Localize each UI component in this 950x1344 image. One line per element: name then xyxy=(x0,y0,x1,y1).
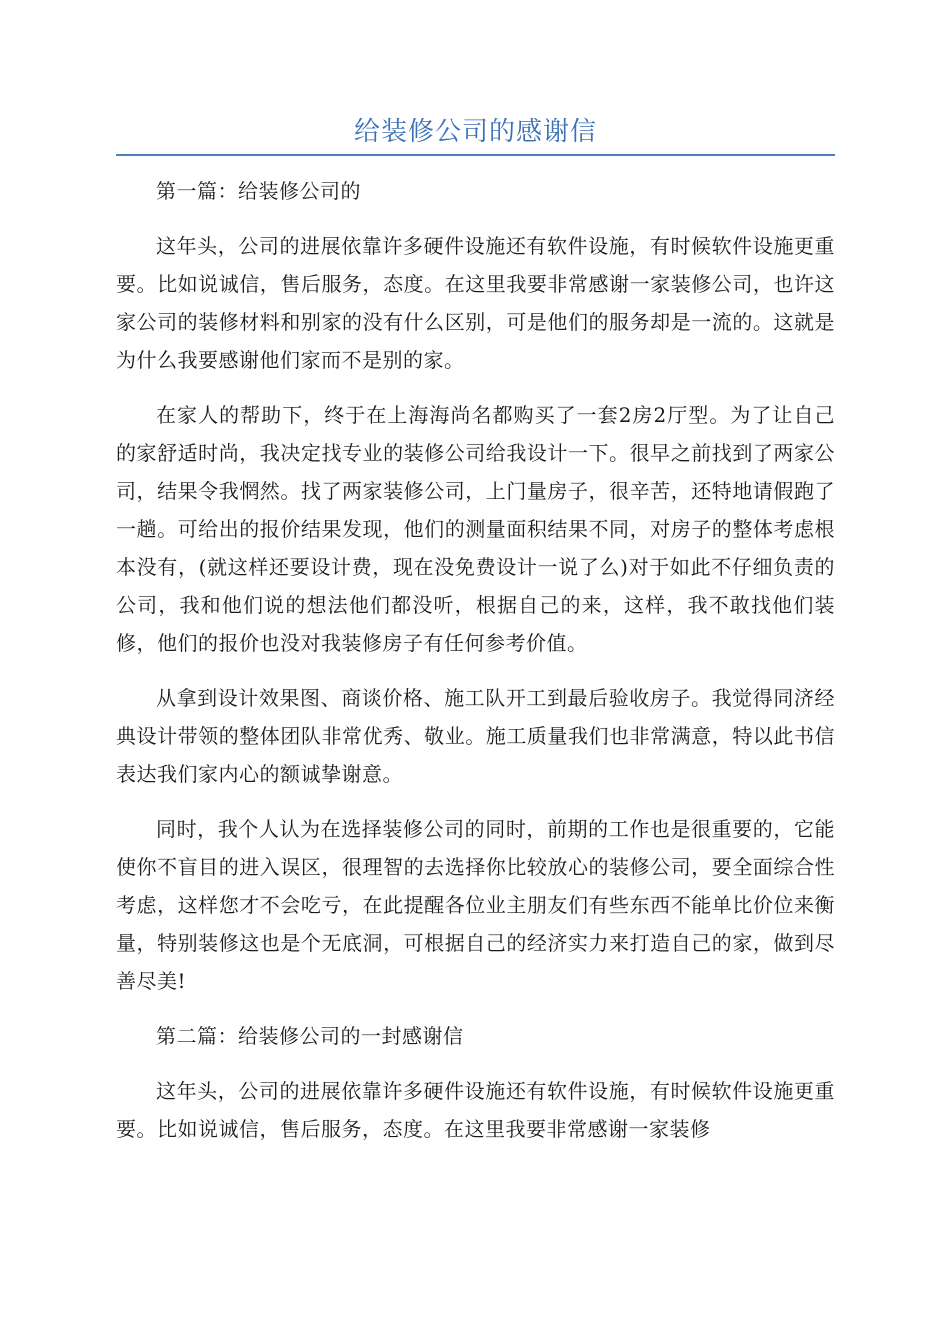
section-heading-2: 第二篇：给装修公司的一封感谢信 xyxy=(156,1024,464,1048)
paragraph: 这年头，公司的进展依靠许多硬件设施还有软件设施，有时候软件设施更重要。比如说诚信，售后服务，态度。在这里我要非常感谢一家装修 xyxy=(116,1079,835,1141)
document-title: 给装修公司的感谢信 xyxy=(353,117,597,147)
paragraph: 从拿到设计效果图、商谈价格、施工队开工到最后验收房子。我觉得同济经典设计带领的整体团队非常优秀、敬业。施工质量我们也非常满意，特以此书信表达我们家内心的额诚挚谢意。 xyxy=(116,686,835,786)
paragraph: 在家人的帮助下，终于在上海海尚名都购买了一套2房2厅型。为了让自己的家舒适时尚，我决定找专业的装修公司给我设计一下。很早之前找到了两家公司，结果令我惘然。找了两家装修公司，上门量房子，很辛苦，还特地请假跑了一趟。可给出的报价结果发现，他们的测量面积结果不同，对房子的整体考虑根本没有，(就这样还要设计费，现在没免费设计一说了么)对于如此不仔细负责的公司，我和他们说的想法他们都没听，根据自己的来，这样，我不敢找他们装修，他们的报价也没对我装修房子有任何参考价值。 xyxy=(116,403,835,655)
section-heading-1: 第一篇：给装修公司的 xyxy=(156,179,361,203)
paragraph: 这年头，公司的进展依靠许多硬件设施还有软件设施，有时候软件设施更重要。比如说诚信，售后服务，态度。在这里我要非常感谢一家装修公司，也许这家公司的装修材料和别家的没有什么区别，可是他们的服务却是一流的。这就是为什么我要感谢他们家而不是别的家。 xyxy=(116,234,835,372)
title-underline xyxy=(116,154,835,156)
paragraph: 同时，我个人认为在选择装修公司的同时，前期的工作也是很重要的，它能使你不盲目的进入误区，很理智的去选择你比较放心的装修公司，要全面综合性考虑，这样您才不会吃亏，在此提醒各位业主朋友们有些东西不能单比价位来衡量，特别装修这也是个无底洞，可根据自己的经济实力来打造自己的家，做到尽善尽美! xyxy=(116,817,835,993)
document-body xyxy=(116,172,835,1165)
